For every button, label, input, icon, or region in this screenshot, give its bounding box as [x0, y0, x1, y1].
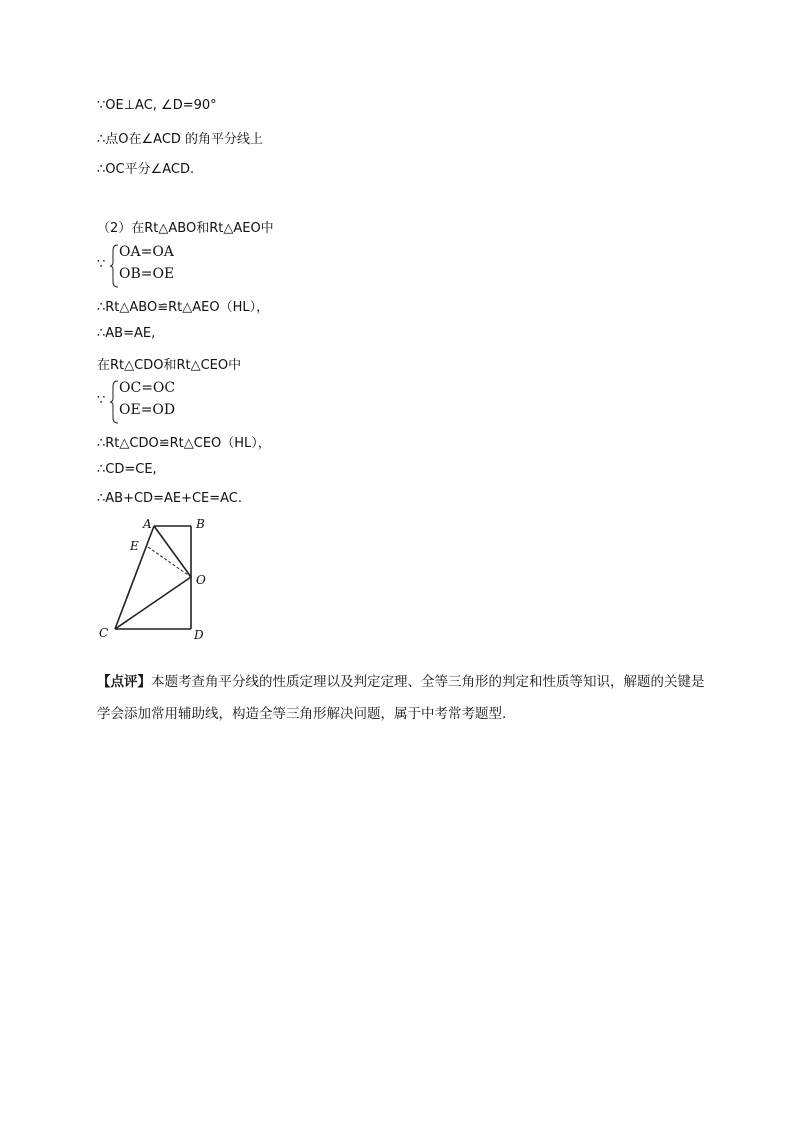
- label-a: A: [143, 517, 152, 531]
- comment-tag: 【点评】: [97, 674, 151, 690]
- label-e: E: [130, 539, 139, 553]
- segment-eo-dashed: [148, 547, 191, 577]
- left-brace-icon: [109, 380, 119, 424]
- proof-line-5: ∴Rt△ABO≌Rt△AEO（HL），: [97, 300, 270, 315]
- proof-line-3: ∴OC平分∠ACD.: [97, 162, 195, 177]
- left-brace-icon: [109, 244, 119, 288]
- proof-line-1: ∵OE⊥AC, ∠D=90°: [97, 98, 217, 113]
- proof-line-6: ∴AB=AE,: [97, 326, 156, 341]
- comment-text: 本题考查角平分线的性质定理以及判定定理、全等三角形的判定和性质等知识，解题的关键是学会添加常用辅助线，构造全等三角形解决问题，属于中考常考题型.: [97, 674, 705, 722]
- proof-line-7: 在Rt△CDO和Rt△CEO中: [97, 358, 242, 373]
- equation-oc-oc: OC=OC: [119, 380, 176, 396]
- proof-line-9: ∴CD=CE,: [97, 462, 157, 477]
- equation-oa-oa: OA=OA: [119, 244, 174, 260]
- geometry-figure: [97, 515, 227, 645]
- label-b: B: [196, 517, 205, 531]
- because-symbol: ∵: [97, 257, 106, 272]
- equation-oe-od: OE=OD: [119, 402, 176, 418]
- part-2-heading: （2）在Rt△ABO和Rt△AEO中: [97, 221, 274, 236]
- proof-line-8: ∴Rt△CDO≌Rt△CEO（HL），: [97, 436, 271, 451]
- label-o: O: [196, 573, 206, 587]
- proof-line-2: ∴点O在∠ACD 的角平分线上: [97, 132, 264, 147]
- equation-ob-oe: OB=OE: [119, 266, 175, 282]
- label-c: C: [99, 626, 109, 640]
- proof-line-10: ∴AB+CD=AE+CE=AC.: [97, 491, 243, 506]
- label-d: D: [194, 628, 204, 642]
- segment-ao: [154, 526, 191, 577]
- comment-paragraph: [97, 666, 717, 730]
- because-symbol: ∵: [97, 393, 106, 408]
- segment-co: [115, 577, 191, 629]
